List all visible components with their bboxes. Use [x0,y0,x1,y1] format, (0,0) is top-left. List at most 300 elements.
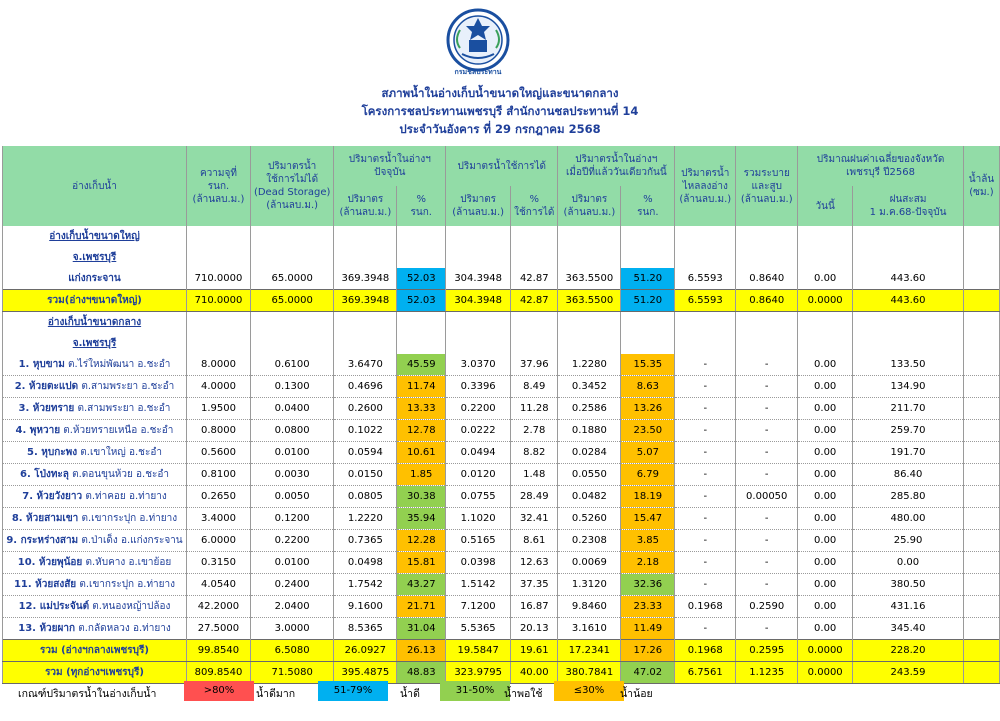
cell-lpct: 13.26 [621,398,675,420]
cell-lpct: 23.50 [621,420,675,442]
cell-release: - [736,530,798,552]
cell-pct: 13.33 [397,398,446,420]
reservoir-name: 12. แม่ประจันต์ [18,601,90,612]
cell-lvol: 3.1610 [558,618,621,640]
empty-cell [250,247,333,268]
empty-cell [397,247,446,268]
cell-upct: 37.96 [511,354,558,376]
reservoir-name-cell [3,574,187,596]
legend-swatch: >80% [184,681,254,701]
reservoir-name-cell [3,508,187,530]
header-line: % [416,194,427,205]
empty-cell [250,333,333,354]
cell-lpct: 8.63 [621,376,675,398]
cell-spill [963,420,999,442]
reservoir-location: ต.เขากระปุก อ.ท่ายาง [81,513,178,524]
cell-cum: 133.50 [853,354,964,376]
reservoir-location: ต.เขาใหญ่ อ.ชะอำ [80,447,162,458]
cell-cum: 443.60 [853,290,964,312]
cell-upct: 32.41 [511,508,558,530]
header-line: (ซม.) [969,187,994,198]
empty-cell [963,226,999,247]
reservoir-name: 1. หุบขาม [18,359,65,370]
cell-lpct: 15.47 [621,508,675,530]
cell-today: 0.00 [798,486,853,508]
cell-dead: 0.0100 [250,442,333,464]
cell-lvol: 380.7841 [558,662,621,684]
cell-uvol: 304.3948 [446,268,511,290]
reservoir-name-cell [3,290,187,312]
cell-spill [963,640,999,662]
reservoir-name: 10. ห้วยพุน้อย [17,557,83,568]
reservoir-row [3,596,1000,618]
section-label: จ.เพชรบุรี [3,333,187,354]
empty-cell [397,226,446,247]
cell-today: 0.00 [798,596,853,618]
cell-today: 0.00 [798,376,853,398]
royal-irrigation-logo [442,8,514,76]
reservoir-row [3,486,1000,508]
reservoir-name-cell [3,420,187,442]
reservoir-row [3,376,1000,398]
svg-text:กรมชลประทาน: กรมชลประทาน [454,68,502,76]
section-row [3,226,1000,247]
header-line: ปริมาตรน้ำในอ่างฯ [348,154,431,165]
cell-lvol: 1.2280 [558,354,621,376]
empty-cell [186,312,250,334]
cell-today: 0.00 [798,420,853,442]
cell-today: 0.00 [798,574,853,596]
cell-release: 0.2595 [736,640,798,662]
header-line: ใช้การได้ [514,207,555,218]
reservoir-name-cell [3,530,187,552]
cell-today: 0.00 [798,442,853,464]
cell-release: 0.8640 [736,290,798,312]
cell-lpct: 51.20 [621,290,675,312]
cell-dead: 0.2200 [250,530,333,552]
cell-lvol: 0.0069 [558,552,621,574]
col-rain-cum [853,186,964,226]
project-subtitle: โครงการชลประทานเพชรบุรี สำนักงานชลประทานที่ 14 [361,104,639,118]
cell-vol: 369.3948 [334,268,397,290]
cell-uvol: 0.0222 [446,420,511,442]
cell-dead: 2.0400 [250,596,333,618]
cell-dead: 0.0030 [250,464,333,486]
cell-upct: 8.49 [511,376,558,398]
cell-vol: 0.1022 [334,420,397,442]
cell-lpct: 17.26 [621,640,675,662]
cell-lvol: 9.8460 [558,596,621,618]
empty-cell [798,312,853,334]
empty-cell [446,226,511,247]
col-lastyear-group [558,146,675,186]
cell-upct: 11.28 [511,398,558,420]
cell-inflow: - [675,508,736,530]
cell-dead: 0.0400 [250,398,333,420]
cell-dead: 0.0800 [250,420,333,442]
header-line: (ล้านลบ.ม.) [452,207,505,218]
cell-lpct: 18.19 [621,486,675,508]
reservoir-row [3,398,1000,420]
reservoir-name: 13. ห้วยผาก [18,623,76,634]
cell-lpct: 2.18 [621,552,675,574]
cell-release: - [736,376,798,398]
cell-upct: 19.61 [511,640,558,662]
cell-uvol: 0.0755 [446,486,511,508]
cell-vol: 26.0927 [334,640,397,662]
cell-upct: 12.63 [511,552,558,574]
empty-cell [963,247,999,268]
cell-release: - [736,618,798,640]
reservoir-row [3,618,1000,640]
cell-dead: 0.0100 [250,552,333,574]
cell-cum: 25.90 [853,530,964,552]
header-line: (ล้านลบ.ม.) [740,193,793,205]
cell-cum: 431.16 [853,596,964,618]
total-row [3,640,1000,662]
empty-cell [736,226,798,247]
cell-today: 0.00 [798,552,853,574]
cell-lvol: 1.3120 [558,574,621,596]
cell-inflow: - [675,530,736,552]
header-line: ปริมาตร [571,194,608,205]
cell-upct: 8.61 [511,530,558,552]
cell-pct: 1.85 [397,464,446,486]
cell-lpct: 3.85 [621,530,675,552]
reservoir-name-cell [3,268,187,290]
cell-inflow: 0.1968 [675,596,736,618]
empty-cell [446,333,511,354]
cell-cap: 710.0000 [186,290,250,312]
cell-today: 0.00 [798,398,853,420]
cell-lpct: 6.79 [621,464,675,486]
cell-uvol: 0.2200 [446,398,511,420]
report-titles [0,84,1000,138]
cell-release: - [736,420,798,442]
reservoir-name-cell [3,486,187,508]
cell-today: 0.00 [798,354,853,376]
cell-uvol: 304.3948 [446,290,511,312]
cell-pct: 30.38 [397,486,446,508]
empty-cell [621,247,675,268]
header-line: และสูบ [751,180,782,192]
header-line: รนก. [637,207,659,218]
cell-pct: 35.94 [397,508,446,530]
cell-lvol: 0.0482 [558,486,621,508]
header-line: ปริมาตรน้ำในอ่างฯ [575,154,658,165]
empty-cell [963,312,999,334]
cell-lvol: 0.0550 [558,464,621,486]
reservoir-location: ต.หับคาง อ.เขาย้อย [85,557,172,568]
empty-cell [334,247,397,268]
cell-spill [963,618,999,640]
cell-cap: 0.8000 [186,420,250,442]
reservoir-location: ต.เขากระปุก อ.ท่ายาง [79,579,176,590]
cell-lvol: 0.2586 [558,398,621,420]
cell-lpct: 5.07 [621,442,675,464]
cell-cap: 1.9500 [186,398,250,420]
cell-spill [963,596,999,618]
header-line: ฝนสะสม [889,194,927,205]
cell-inflow: 6.7561 [675,662,736,684]
empty-cell [736,312,798,334]
cell-uvol: 323.9795 [446,662,511,684]
empty-cell [853,333,964,354]
cell-inflow: 0.1968 [675,640,736,662]
cell-upct: 8.82 [511,442,558,464]
cell-cum: 443.60 [853,268,964,290]
cell-cap: 809.8540 [186,662,250,684]
reservoir-name-cell [3,376,187,398]
reservoir-row [3,268,1000,290]
cell-today: 0.0000 [798,290,853,312]
cell-cap: 0.2650 [186,486,250,508]
cell-pct: 12.78 [397,420,446,442]
header-line: ปัจจุบัน [374,167,406,178]
header-line: เพชรบุรี ปี2568 [846,167,916,178]
cell-inflow: - [675,552,736,574]
cell-pct: 26.13 [397,640,446,662]
cell-uvol: 0.5165 [446,530,511,552]
cell-uvol: 0.3396 [446,376,511,398]
cell-spill [963,508,999,530]
empty-cell [446,312,511,334]
cell-pct: 43.27 [397,574,446,596]
empty-cell [736,247,798,268]
cell-today: 0.00 [798,618,853,640]
cell-vol: 0.0150 [334,464,397,486]
reservoir-name: 9. กระหร่างสาม [6,535,79,546]
cell-pct: 48.83 [397,662,446,684]
cell-today: 0.00 [798,464,853,486]
cell-upct: 28.49 [511,486,558,508]
cell-pct: 12.28 [397,530,446,552]
cell-lpct: 47.02 [621,662,675,684]
cell-spill [963,376,999,398]
cell-spill [963,574,999,596]
cell-lpct: 32.36 [621,574,675,596]
cell-pct: 15.81 [397,552,446,574]
cell-release: - [736,354,798,376]
reservoir-name: รวม(อ่างฯขนาดใหญ่) [47,295,142,306]
cell-inflow: - [675,376,736,398]
col-rain-group [798,146,964,186]
cell-upct: 40.00 [511,662,558,684]
cell-lvol: 0.0284 [558,442,621,464]
cell-today: 0.00 [798,268,853,290]
cell-vol: 0.4696 [334,376,397,398]
cell-lvol: 0.3452 [558,376,621,398]
empty-cell [334,312,397,334]
header-line: % [643,194,653,205]
cell-upct: 42.87 [511,268,558,290]
cell-dead: 65.0000 [250,268,333,290]
cell-cap: 8.0000 [186,354,250,376]
cell-dead: 0.0050 [250,486,333,508]
cell-lvol: 0.5260 [558,508,621,530]
reservoir-name: 7. ห้วยวังยาว [22,491,83,502]
reservoir-location: ต.สามพระยา อ.ชะอำ [81,381,175,392]
cell-release: - [736,464,798,486]
cell-vol: 0.0594 [334,442,397,464]
cell-lpct: 51.20 [621,268,675,290]
cell-uvol: 0.0494 [446,442,511,464]
cell-spill [963,552,999,574]
cell-cap: 4.0540 [186,574,250,596]
cell-spill [963,464,999,486]
cell-spill [963,486,999,508]
empty-cell [334,333,397,354]
empty-cell [558,312,621,334]
reservoir-row [3,508,1000,530]
reservoir-name: 11. ห้วยสงสัย [13,579,77,590]
cell-release: 0.8640 [736,268,798,290]
cell-dead: 0.1200 [250,508,333,530]
cell-vol: 3.6470 [334,354,397,376]
reservoir-name-cell [3,596,187,618]
empty-cell [397,333,446,354]
empty-cell [186,247,250,268]
legend-swatch: 51-79% [318,681,388,701]
cell-lpct: 23.33 [621,596,675,618]
reservoir-location: ต.ป่าเด็ง อ.แก่งกระจาน [81,535,183,546]
col-reservoir: อ่างเก็บน้ำ [3,146,187,226]
empty-cell [853,312,964,334]
cell-uvol: 0.0120 [446,464,511,486]
reservoir-row [3,530,1000,552]
header-line: (ล้านลบ.ม.) [266,200,319,211]
header-line: (ล้านลบ.ม.) [339,207,392,218]
header-line: (Dead Storage) [253,187,331,198]
header-line: (ล้านลบ.ม.) [679,193,732,205]
reservoir-row [3,442,1000,464]
cell-lvol: 0.2308 [558,530,621,552]
empty-cell [963,333,999,354]
empty-cell [558,247,621,268]
reservoir-location: ต.ไร่ใหม่พัฒนา อ.ชะอำ [68,359,171,370]
empty-cell [511,226,558,247]
empty-cell [186,226,250,247]
reservoir-name: 4. พุหวาย [15,425,61,436]
reservoir-name: 2. ห้วยตะแปด [14,381,79,392]
col-release [736,146,798,226]
header-line: ปริมาตร [460,194,497,205]
reservoir-name-cell [3,442,187,464]
cell-cum: 86.40 [853,464,964,486]
cell-inflow: - [675,398,736,420]
cell-today: 0.00 [798,508,853,530]
cell-today: 0.00 [798,530,853,552]
reservoir-location: ต.ท่าคอย อ.ท่ายาง [85,491,167,502]
reservoir-name: 3. ห้วยทราย [18,403,75,414]
cell-upct: 1.48 [511,464,558,486]
cell-spill [963,290,999,312]
cell-cap: 42.2000 [186,596,250,618]
reservoir-name-cell [3,552,187,574]
col-dead-storage [250,146,333,226]
empty-cell [621,312,675,334]
cell-lvol: 17.2341 [558,640,621,662]
cell-inflow: - [675,464,736,486]
cell-uvol: 1.1020 [446,508,511,530]
cell-dead: 6.5080 [250,640,333,662]
header-line: ปริมาณฝนค่าเฉลี่ยของจังหวัด [816,154,945,165]
cell-dead: 71.5080 [250,662,333,684]
header-line: รนก. [207,180,230,192]
cell-vol: 369.3948 [334,290,397,312]
cell-cap: 99.8540 [186,640,250,662]
cell-release: - [736,442,798,464]
col-current-pct [397,186,446,226]
cell-vol: 1.7542 [334,574,397,596]
cell-pct: 10.61 [397,442,446,464]
reservoir-row [3,552,1000,574]
reservoir-name: รวม (อ่างฯกลางเพชรบุรี) [40,645,149,656]
cell-upct: 37.35 [511,574,558,596]
cell-inflow: 6.5593 [675,290,736,312]
reservoir-location: ต.สามพระยา อ.ชะอำ [77,403,171,414]
col-lastyear-pct [621,186,675,226]
header-line: รวมระบาย [743,167,790,179]
cell-spill [963,398,999,420]
col-inflow [675,146,736,226]
legend-swatch: ≤30% [554,681,624,701]
empty-cell [675,312,736,334]
legend-label: น้ำพอใช้ [504,688,543,700]
legend-swatch: 31-50% [440,681,510,701]
report-title: สภาพน้ำในอ่างเก็บน้ำขนาดใหญ่และขนาดกลาง [381,86,619,100]
col-usable-group: ปริมาตรน้ำใช้การได้ [446,146,558,186]
empty-cell [446,247,511,268]
empty-cell [621,333,675,354]
empty-cell [334,226,397,247]
cell-upct: 20.13 [511,618,558,640]
col-current-vol [334,186,397,226]
cell-uvol: 3.0370 [446,354,511,376]
cell-upct: 16.87 [511,596,558,618]
header-line: เมื่อปีที่แล้ววันเดียวกันนี้ [565,167,667,178]
header-line: น้ำล้น [968,174,995,185]
cell-vol: 0.2600 [334,398,397,420]
cell-vol: 395.4875 [334,662,397,684]
cell-upct: 42.87 [511,290,558,312]
empty-cell [250,226,333,247]
cell-pct: 31.04 [397,618,446,640]
cell-release: - [736,552,798,574]
empty-cell [798,247,853,268]
section-label: อ่างเก็บน้ำขนาดกลาง [3,312,187,334]
cell-cap: 0.3150 [186,552,250,574]
reservoir-name: 6. โป่งทะลุ [19,469,69,480]
cell-lpct: 15.35 [621,354,675,376]
cell-cum: 285.80 [853,486,964,508]
reservoir-location: ต.ดอนขุนห้วย อ.ชะอำ [72,469,169,480]
cell-release: 1.1235 [736,662,798,684]
cell-spill [963,268,999,290]
cell-cap: 6.0000 [186,530,250,552]
cell-dead: 0.1300 [250,376,333,398]
cell-cap: 0.8100 [186,464,250,486]
cell-spill [963,442,999,464]
cell-dead: 0.2400 [250,574,333,596]
cell-cum: 259.70 [853,420,964,442]
col-usable-pct [511,186,558,226]
header-line: % [529,194,540,205]
cell-vol: 0.0805 [334,486,397,508]
reservoir-name: แก่งกระจาน [68,273,121,284]
cell-vol: 0.7365 [334,530,397,552]
cell-lvol: 363.5500 [558,290,621,312]
